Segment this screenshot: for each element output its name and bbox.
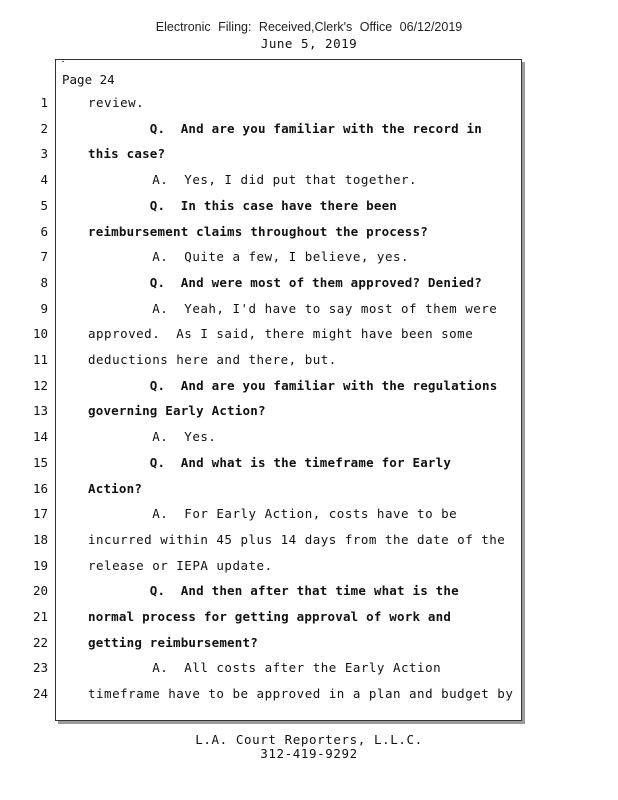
question-line: getting reimbursement? [88, 634, 258, 650]
line-number: 3 [40, 146, 48, 162]
line-number: 18 [32, 531, 48, 547]
answer-line: A. For Early Action, costs have to be [88, 506, 458, 522]
answer-line: A. Quite a few, I believe, yes. [88, 249, 410, 265]
line-number: 13 [32, 403, 48, 419]
answer-line: review. [88, 95, 145, 110]
line-number: 14 [32, 429, 48, 445]
line-number: 12 [32, 377, 48, 393]
line-number: 8 [40, 274, 48, 290]
line-number: 9 [40, 300, 48, 316]
question-line: Action? [88, 480, 143, 496]
answer-line: A. Yeah, I'd have to say most of them were [88, 300, 498, 316]
answer-line: timeframe have to be approved in a plan and budget by [88, 686, 514, 702]
question-line: Q. In this case have there been [88, 197, 398, 213]
deposition-date: June 5, 2019 [260, 36, 358, 51]
question-line: Q. And what is the timeframe for Early [88, 454, 452, 470]
line-number: 7 [40, 249, 48, 265]
line-number: 22 [32, 634, 48, 650]
line-number: 23 [32, 660, 48, 676]
reporter-company: L.A. Court Reporters, L.L.C. [195, 732, 423, 747]
line-number: 4 [40, 172, 48, 188]
line-number: 1 [40, 95, 48, 110]
corner-mark [62, 61, 64, 62]
line-number: 2 [40, 120, 48, 136]
reporter-phone: 312-419-9292 [260, 746, 358, 761]
line-number: 19 [32, 557, 48, 573]
filing-stamp: Electronic Filing: Received,Clerk's Office 06/12/2019 [155, 20, 463, 34]
line-number: 15 [32, 454, 48, 470]
answer-line: approved. As I said, there might have been some [88, 326, 474, 342]
page-number-label: Page 24 [62, 72, 115, 87]
line-number: 20 [32, 583, 48, 599]
line-number: 10 [32, 326, 48, 342]
answer-line: A. Yes, I did put that together. [88, 172, 418, 188]
question-line: this case? [88, 146, 166, 162]
question-line: Q. And were most of them approved? Denied? [88, 274, 483, 290]
line-number: 16 [32, 480, 48, 496]
question-line: Q. And are you familiar with the record in [88, 120, 483, 136]
line-number: 21 [32, 609, 48, 624]
question-line: normal process for getting approval of work and [88, 609, 452, 624]
answer-line: A. Yes. [88, 429, 217, 445]
question-line: governing Early Action? [88, 403, 266, 419]
line-number: 5 [40, 197, 48, 213]
question-line: reimbursement claims throughout the process? [88, 223, 428, 239]
line-number: 6 [40, 223, 48, 239]
question-line: Q. And then after that time what is the [88, 583, 459, 599]
answer-line: incurred within 45 plus 14 days from the date of the [88, 531, 506, 547]
line-number: 11 [32, 352, 48, 367]
line-number: 24 [32, 686, 48, 702]
line-number: 17 [32, 506, 48, 522]
question-line: Q. And are you familiar with the regulations [88, 377, 498, 393]
answer-line: release or IEPA update. [88, 557, 273, 573]
answer-line: A. All costs after the Early Action [88, 660, 442, 676]
answer-line: deductions here and there, but. [88, 352, 337, 367]
